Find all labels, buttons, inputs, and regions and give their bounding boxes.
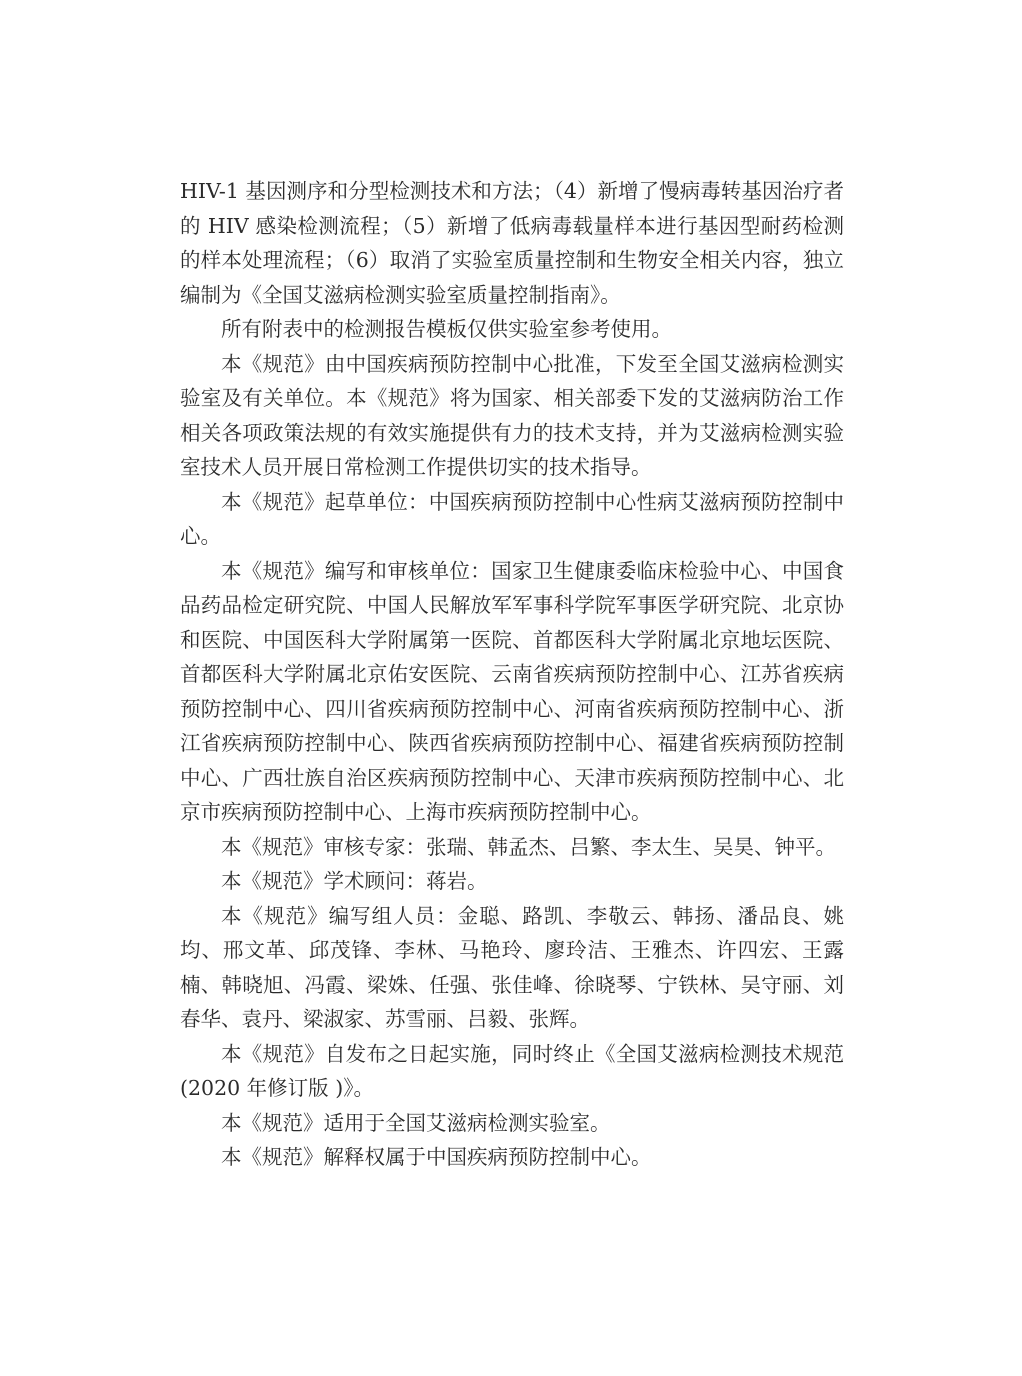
paragraph-continuation: HIV-1 基因测序和分型检测技术和方法；（4）新增了慢病毒转基因治疗者的 HIV 感染检测流程；（5）新增了低病毒载量样本进行基因型耐药检测的样本处理流程；（6）取消了实验室质量控制和生物安全相关内容，独立编制为《全国艾滋病检测实验室质量控制指南》。 — [180, 179, 844, 307]
paragraph-effective-date: 本《规范》自发布之日起实施，同时终止《全国艾滋病检测技术规范 (2020 年修订版 )》。 — [180, 1041, 844, 1100]
paragraph-scope: 本《规范》适用于全国艾滋病检测实验室。 — [221, 1110, 611, 1135]
paragraph-drafting-unit: 本《规范》起草单位：中国疾病预防控制中心性病艾滋病预防控制中心。 — [180, 489, 844, 548]
paragraph-writing-group: 本《规范》编写组人员：金聪、路凯、李敬云、韩扬、潘品良、姚均、邢文革、邱茂锋、李林、马艳玲、廖玲洁、王雅杰、许四宏、王露楠、韩晓旭、冯霞、梁姝、任强、张佳峰、徐晓琴、宁铁林、吴守丽、刘春华、袁丹、梁淑家、苏雪丽、吕毅、张辉。 — [180, 903, 844, 1031]
paragraph-review-units: 本《规范》编写和审核单位：国家卫生健康委临床检验中心、中国食品药品检定研究院、中国人民解放军军事科学院军事医学研究院、北京协和医院、中国医科大学附属第一医院、首都医科大学附属北京地坛医院、首都医科大学附属北京佑安医院、云南省疾病预防控制中心、江苏省疾病预防控制中心、四川省疾病预防控制中心、河南省疾病预防控制中心、浙江省疾病预防控制中心、陕西省疾病预防控制中心、福建省疾病预防控制中心、广西壮族自治区疾病预防控制中心、天津市疾病预防控制中心、北京市疾病预防控制中心、上海市疾病预防控制中心。 — [180, 558, 844, 824]
paragraph-academic-advisor: 本《规范》学术顾问：蒋岩。 — [221, 869, 488, 893]
paragraph-interpretation: 本《规范》解释权属于中国疾病预防控制中心。 — [221, 1145, 652, 1169]
paragraph-report-templates: 所有附表中的检测报告模板仅供实验室参考使用。 — [221, 317, 672, 341]
body-text — [180, 174, 844, 1175]
paragraph-approval: 本《规范》由中国疾病预防控制中心批准，下发至全国艾滋病检测实验室及有关单位。本《规范》将为国家、相关部委下发的艾滋病防治工作相关各项政策法规的有效实施提供有力的技术支持，并为艾滋病检测实验室技术人员开展日常检测工作提供切实的技术指导。 — [180, 351, 844, 479]
paragraph-review-experts: 本《规范》审核专家：张瑞、韩孟杰、吕繁、李太生、吴昊、钟平。 — [221, 834, 836, 859]
